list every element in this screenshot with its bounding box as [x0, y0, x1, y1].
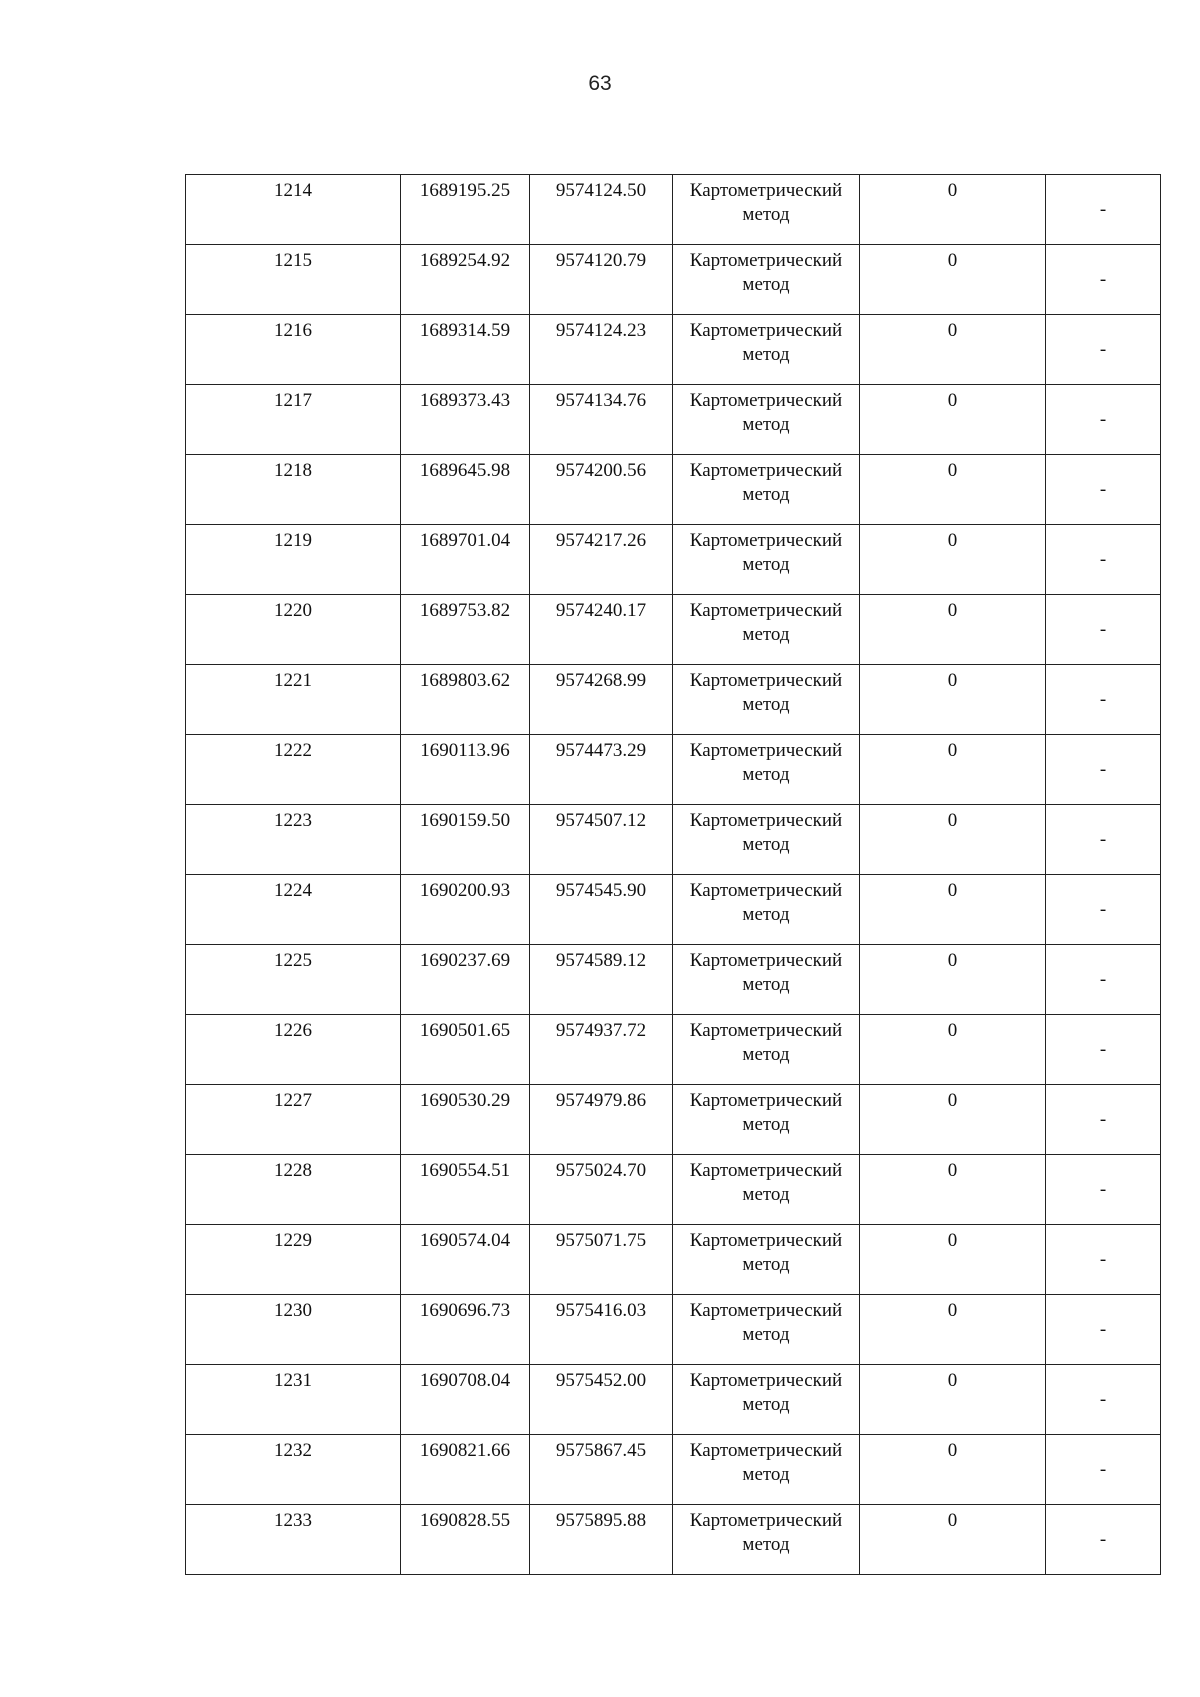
y-coordinate-value: 9574979.86 — [555, 1090, 647, 1111]
note-cell — [1046, 665, 1161, 735]
error-cell — [860, 1015, 1046, 1085]
y-coordinate-value: 9575416.03 — [555, 1300, 647, 1321]
method-text-line2: метод — [742, 834, 790, 855]
table-row — [186, 175, 1161, 245]
x-coordinate-cell — [401, 455, 530, 525]
x-coordinate-value: 1689645.98 — [419, 460, 511, 481]
error-value: 0 — [947, 600, 958, 621]
point-number-value: 1224 — [274, 880, 312, 901]
point-number-cell — [186, 245, 401, 315]
note-value: - — [1099, 1318, 1107, 1340]
error-value: 0 — [947, 180, 958, 201]
point-number-value: 1222 — [274, 740, 312, 761]
table-row — [186, 245, 1161, 315]
error-value: 0 — [947, 460, 958, 481]
y-coordinate-cell — [530, 175, 673, 245]
table-row — [186, 455, 1161, 525]
error-cell — [860, 1365, 1046, 1435]
method-cell — [673, 455, 860, 525]
note-value: - — [1099, 1108, 1107, 1130]
error-cell — [860, 595, 1046, 665]
table-row — [186, 735, 1161, 805]
y-coordinate-value: 9575895.88 — [555, 1510, 647, 1531]
point-number-cell — [186, 175, 401, 245]
x-coordinate-cell — [401, 1015, 530, 1085]
note-value: - — [1099, 618, 1107, 640]
method-cell — [673, 1225, 860, 1295]
error-cell — [860, 1155, 1046, 1225]
method-cell — [673, 245, 860, 315]
error-cell — [860, 945, 1046, 1015]
method-text: Картометрический — [689, 1300, 843, 1321]
method-text-line2: метод — [742, 624, 790, 645]
error-value: 0 — [947, 950, 958, 971]
table-row — [186, 315, 1161, 385]
point-number-value: 1229 — [274, 1230, 312, 1251]
point-number-cell — [186, 1365, 401, 1435]
error-cell — [860, 175, 1046, 245]
x-coordinate-cell — [401, 1365, 530, 1435]
x-coordinate-value: 1690696.73 — [419, 1300, 511, 1321]
y-coordinate-cell — [530, 1015, 673, 1085]
page-number: 63 — [588, 72, 612, 95]
note-value: - — [1099, 548, 1107, 570]
method-cell — [673, 1295, 860, 1365]
method-text: Картометрический — [689, 950, 843, 971]
method-text: Картометрический — [689, 600, 843, 621]
y-coordinate-value: 9575024.70 — [555, 1160, 647, 1181]
table-row — [186, 1085, 1161, 1155]
note-cell — [1046, 455, 1161, 525]
x-coordinate-value: 1690237.69 — [419, 950, 511, 971]
y-coordinate-cell — [530, 1505, 673, 1575]
x-coordinate-value: 1690574.04 — [419, 1230, 511, 1251]
error-value: 0 — [947, 880, 958, 901]
point-number-value: 1220 — [274, 600, 312, 621]
method-cell — [673, 735, 860, 805]
table-row — [186, 805, 1161, 875]
table-row — [186, 875, 1161, 945]
y-coordinate-value: 9574545.90 — [555, 880, 647, 901]
y-coordinate-cell — [530, 1365, 673, 1435]
note-value: - — [1099, 478, 1107, 500]
note-cell — [1046, 1435, 1161, 1505]
note-cell — [1046, 1085, 1161, 1155]
point-number-value: 1223 — [274, 810, 312, 831]
x-coordinate-value: 1690828.55 — [419, 1510, 511, 1531]
x-coordinate-cell — [401, 385, 530, 455]
point-number-cell — [186, 455, 401, 525]
error-value: 0 — [947, 810, 958, 831]
table-row — [186, 1365, 1161, 1435]
method-text: Картометрический — [689, 810, 843, 831]
point-number-value: 1219 — [274, 530, 312, 551]
table-row — [186, 665, 1161, 735]
method-text-line2: метод — [742, 1394, 790, 1415]
y-coordinate-cell — [530, 1435, 673, 1505]
point-number-value: 1218 — [274, 460, 312, 481]
error-value: 0 — [947, 530, 958, 551]
note-cell — [1046, 1225, 1161, 1295]
point-number-value: 1214 — [274, 180, 312, 201]
point-number-cell — [186, 945, 401, 1015]
x-coordinate-value: 1689803.62 — [419, 670, 511, 691]
method-text: Картометрический — [689, 1160, 843, 1181]
y-coordinate-value: 9574200.56 — [555, 460, 647, 481]
error-cell — [860, 525, 1046, 595]
method-text: Картометрический — [689, 1230, 843, 1251]
error-value: 0 — [947, 670, 958, 691]
point-number-value: 1232 — [274, 1440, 312, 1461]
method-text-line2: метод — [742, 554, 790, 575]
y-coordinate-value: 9574268.99 — [555, 670, 647, 691]
note-value: - — [1099, 268, 1107, 290]
y-coordinate-value: 9574124.50 — [555, 180, 647, 201]
table-row — [186, 945, 1161, 1015]
y-coordinate-value: 9574589.12 — [555, 950, 647, 971]
error-value: 0 — [947, 1510, 958, 1531]
y-coordinate-cell — [530, 665, 673, 735]
error-value: 0 — [947, 1370, 958, 1391]
point-number-cell — [186, 1505, 401, 1575]
point-number-value: 1221 — [274, 670, 312, 691]
note-cell — [1046, 1365, 1161, 1435]
error-value: 0 — [947, 1300, 958, 1321]
note-cell — [1046, 175, 1161, 245]
point-number-cell — [186, 1295, 401, 1365]
y-coordinate-value: 9575452.00 — [555, 1370, 647, 1391]
y-coordinate-cell — [530, 1225, 673, 1295]
x-coordinate-value: 1689254.92 — [419, 250, 511, 271]
method-text: Картометрический — [689, 1510, 843, 1531]
point-number-value: 1216 — [274, 320, 312, 341]
error-value: 0 — [947, 250, 958, 271]
y-coordinate-value: 9574124.23 — [555, 320, 647, 341]
note-cell — [1046, 1295, 1161, 1365]
note-cell — [1046, 315, 1161, 385]
error-cell — [860, 1295, 1046, 1365]
table-row — [186, 1435, 1161, 1505]
note-cell — [1046, 1015, 1161, 1085]
x-coordinate-cell — [401, 315, 530, 385]
note-cell — [1046, 805, 1161, 875]
note-cell — [1046, 735, 1161, 805]
x-coordinate-value: 1690554.51 — [419, 1160, 511, 1181]
method-text-line2: метод — [742, 1114, 790, 1135]
method-text-line2: метод — [742, 1534, 790, 1555]
x-coordinate-cell — [401, 1155, 530, 1225]
x-coordinate-cell — [401, 245, 530, 315]
point-number-cell — [186, 595, 401, 665]
x-coordinate-cell — [401, 1225, 530, 1295]
y-coordinate-cell — [530, 945, 673, 1015]
y-coordinate-cell — [530, 595, 673, 665]
point-number-value: 1215 — [274, 250, 312, 271]
point-number-value: 1225 — [274, 950, 312, 971]
method-text-line2: метод — [742, 414, 790, 435]
method-cell — [673, 1365, 860, 1435]
method-text-line2: метод — [742, 204, 790, 225]
y-coordinate-value: 9574473.29 — [555, 740, 647, 761]
method-text-line2: метод — [742, 904, 790, 925]
method-cell — [673, 175, 860, 245]
point-number-cell — [186, 1155, 401, 1225]
y-coordinate-cell — [530, 1085, 673, 1155]
error-cell — [860, 1085, 1046, 1155]
error-cell — [860, 1225, 1046, 1295]
point-number-cell — [186, 665, 401, 735]
note-value: - — [1099, 758, 1107, 780]
error-value: 0 — [947, 1230, 958, 1251]
method-text-line2: метод — [742, 1254, 790, 1275]
note-cell — [1046, 245, 1161, 315]
x-coordinate-value: 1690113.96 — [420, 740, 510, 761]
x-coordinate-value: 1690708.04 — [419, 1370, 511, 1391]
table-row — [186, 1225, 1161, 1295]
point-number-value: 1228 — [274, 1160, 312, 1181]
y-coordinate-cell — [530, 1155, 673, 1225]
point-number-cell — [186, 315, 401, 385]
note-value: - — [1099, 408, 1107, 430]
error-value: 0 — [947, 390, 958, 411]
method-cell — [673, 525, 860, 595]
x-coordinate-cell — [401, 665, 530, 735]
x-coordinate-value: 1689753.82 — [419, 600, 511, 621]
note-value: - — [1099, 688, 1107, 710]
point-number-cell — [186, 875, 401, 945]
point-number-value: 1230 — [274, 1300, 312, 1321]
note-cell — [1046, 945, 1161, 1015]
method-cell — [673, 1085, 860, 1155]
x-coordinate-cell — [401, 1085, 530, 1155]
method-cell — [673, 665, 860, 735]
method-text: Картометрический — [689, 180, 843, 201]
note-cell — [1046, 385, 1161, 455]
point-number-value: 1217 — [274, 390, 312, 411]
method-cell — [673, 315, 860, 385]
x-coordinate-cell — [401, 805, 530, 875]
method-text: Картометрический — [689, 250, 843, 271]
x-coordinate-cell — [401, 875, 530, 945]
error-value: 0 — [947, 1090, 958, 1111]
method-cell — [673, 595, 860, 665]
y-coordinate-cell — [530, 805, 673, 875]
error-cell — [860, 735, 1046, 805]
table-row — [186, 1505, 1161, 1575]
y-coordinate-cell — [530, 735, 673, 805]
x-coordinate-value: 1689373.43 — [419, 390, 511, 411]
method-text-line2: метод — [742, 1044, 790, 1065]
method-text: Картометрический — [689, 670, 843, 691]
table-row — [186, 385, 1161, 455]
method-cell — [673, 1015, 860, 1085]
point-number-cell — [186, 385, 401, 455]
x-coordinate-cell — [401, 595, 530, 665]
x-coordinate-value: 1690159.50 — [419, 810, 511, 831]
error-cell — [860, 875, 1046, 945]
point-number-cell — [186, 525, 401, 595]
y-coordinate-cell — [530, 1295, 673, 1365]
x-coordinate-cell — [401, 525, 530, 595]
note-cell — [1046, 875, 1161, 945]
method-text-line2: метод — [742, 344, 790, 365]
x-coordinate-value: 1690530.29 — [419, 1090, 511, 1111]
method-text: Картометрический — [689, 390, 843, 411]
error-cell — [860, 385, 1046, 455]
error-cell — [860, 315, 1046, 385]
y-coordinate-value: 9575071.75 — [555, 1230, 647, 1251]
note-value: - — [1099, 338, 1107, 360]
y-coordinate-value: 9574507.12 — [555, 810, 647, 831]
method-text: Картометрический — [689, 320, 843, 341]
x-coordinate-value: 1690200.93 — [419, 880, 511, 901]
point-number-value: 1231 — [274, 1370, 312, 1391]
y-coordinate-cell — [530, 525, 673, 595]
point-number-cell — [186, 1085, 401, 1155]
method-text-line2: метод — [742, 484, 790, 505]
method-cell — [673, 1505, 860, 1575]
note-value: - — [1099, 1458, 1107, 1480]
point-number-value: 1233 — [274, 1510, 312, 1531]
method-cell — [673, 875, 860, 945]
note-value: - — [1099, 198, 1107, 220]
method-text: Картометрический — [689, 1090, 843, 1111]
x-coordinate-value: 1689701.04 — [419, 530, 511, 551]
method-text-line2: метод — [742, 1184, 790, 1205]
method-text-line2: метод — [742, 274, 790, 295]
method-text-line2: метод — [742, 1464, 790, 1485]
x-coordinate-cell — [401, 945, 530, 1015]
x-coordinate-cell — [401, 175, 530, 245]
error-cell — [860, 455, 1046, 525]
error-cell — [860, 1435, 1046, 1505]
note-value: - — [1099, 1528, 1107, 1550]
point-number-cell — [186, 805, 401, 875]
y-coordinate-value: 9574240.17 — [555, 600, 647, 621]
error-value: 0 — [947, 1160, 958, 1181]
method-cell — [673, 805, 860, 875]
note-cell — [1046, 525, 1161, 595]
note-cell — [1046, 1505, 1161, 1575]
x-coordinate-cell — [401, 735, 530, 805]
note-value: - — [1099, 1038, 1107, 1060]
x-coordinate-value: 1689314.59 — [419, 320, 511, 341]
method-cell — [673, 1435, 860, 1505]
method-text: Картометрический — [689, 880, 843, 901]
y-coordinate-value: 9574120.79 — [555, 250, 647, 271]
note-value: - — [1099, 1248, 1107, 1270]
method-text-line2: метод — [742, 764, 790, 785]
method-text-line2: метод — [742, 1324, 790, 1345]
note-value: - — [1099, 1388, 1107, 1410]
error-cell — [860, 665, 1046, 735]
y-coordinate-cell — [530, 875, 673, 945]
note-cell — [1046, 1155, 1161, 1225]
note-value: - — [1099, 968, 1107, 990]
point-number-value: 1226 — [274, 1020, 312, 1041]
method-text-line2: метод — [742, 694, 790, 715]
x-coordinate-value: 1690821.66 — [419, 1440, 511, 1461]
error-value: 0 — [947, 1440, 958, 1461]
method-text-line2: метод — [742, 974, 790, 995]
note-value: - — [1099, 1178, 1107, 1200]
method-cell — [673, 945, 860, 1015]
method-text: Картометрический — [689, 1370, 843, 1391]
note-cell — [1046, 595, 1161, 665]
x-coordinate-cell — [401, 1505, 530, 1575]
y-coordinate-value: 9574217.26 — [555, 530, 647, 551]
note-value: - — [1099, 828, 1107, 850]
coordinates-table-body — [186, 175, 1161, 1575]
error-cell — [860, 245, 1046, 315]
method-text: Картометрический — [689, 530, 843, 551]
point-number-cell — [186, 1435, 401, 1505]
table-row — [186, 595, 1161, 665]
y-coordinate-cell — [530, 385, 673, 455]
note-value: - — [1099, 898, 1107, 920]
y-coordinate-cell — [530, 455, 673, 525]
x-coordinate-cell — [401, 1435, 530, 1505]
y-coordinate-value: 9574937.72 — [555, 1020, 647, 1041]
method-cell — [673, 1155, 860, 1225]
table-row — [186, 525, 1161, 595]
point-number-cell — [186, 735, 401, 805]
method-text: Картометрический — [689, 740, 843, 761]
x-coordinate-cell — [401, 1295, 530, 1365]
y-coordinate-cell — [530, 315, 673, 385]
y-coordinate-value: 9575867.45 — [555, 1440, 647, 1461]
error-value: 0 — [947, 1020, 958, 1041]
point-number-value: 1227 — [274, 1090, 312, 1111]
method-cell — [673, 385, 860, 455]
table-row — [186, 1295, 1161, 1365]
y-coordinate-value: 9574134.76 — [555, 390, 647, 411]
x-coordinate-value: 1689195.25 — [419, 180, 511, 201]
coordinates-table — [185, 174, 1161, 1575]
error-cell — [860, 805, 1046, 875]
error-cell — [860, 1505, 1046, 1575]
x-coordinate-value: 1690501.65 — [419, 1020, 511, 1041]
table-row — [186, 1155, 1161, 1225]
y-coordinate-cell — [530, 245, 673, 315]
table-row — [186, 1015, 1161, 1085]
point-number-cell — [186, 1225, 401, 1295]
method-text: Картометрический — [689, 1020, 843, 1041]
method-text: Картометрический — [689, 460, 843, 481]
error-value: 0 — [947, 740, 958, 761]
error-value: 0 — [947, 320, 958, 341]
method-text: Картометрический — [689, 1440, 843, 1461]
point-number-cell — [186, 1015, 401, 1085]
